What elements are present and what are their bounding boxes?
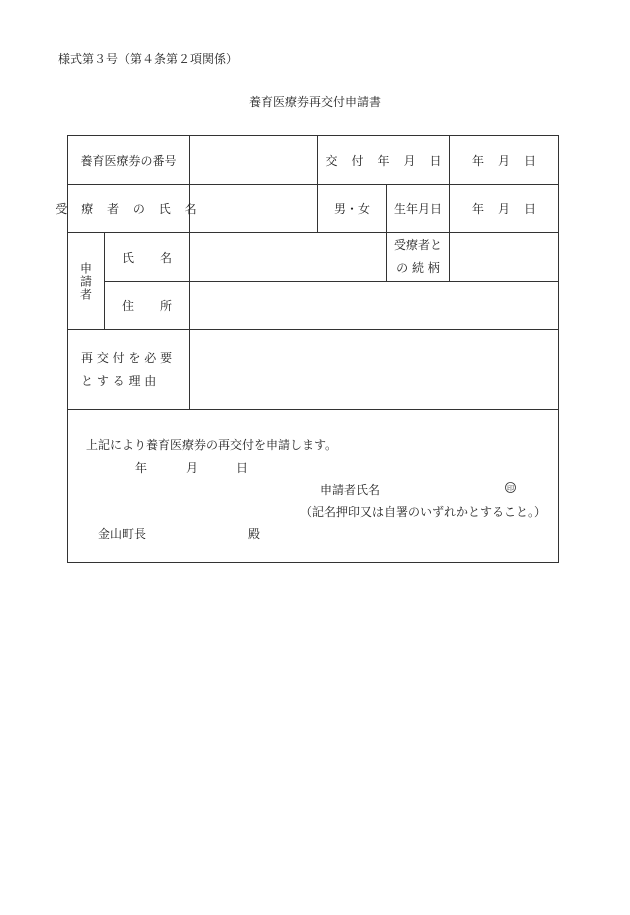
form-number: 様式第３号（第４条第２項関係） — [58, 52, 239, 66]
application-date-year[interactable]: 年 — [135, 461, 148, 475]
declaration-statement: 上記により養育医療券の再交付を申請します。 — [86, 438, 338, 452]
applicant-address-field[interactable] — [190, 282, 558, 329]
issue-date-label: 交 付 年 月 日 — [325, 153, 442, 168]
issue-date-field[interactable]: 年 月 日 — [471, 153, 537, 168]
application-date-month[interactable]: 月 — [186, 461, 199, 475]
reissue-reason-label: 再 交 付 を 必 要 と す る 理 由 — [81, 350, 173, 388]
row-divider — [68, 409, 558, 410]
patient-name-label: 受 療 者 の 氏 名 — [55, 202, 202, 216]
birth-date-field[interactable]: 年 月 日 — [471, 202, 537, 216]
application-date-day[interactable]: 日 — [236, 461, 249, 475]
applicant-name-label: 氏 名 — [121, 250, 173, 265]
relationship-label: 受療者と の 続 柄 — [393, 238, 442, 275]
applicant-group-label: 申請者 — [78, 261, 93, 301]
card-number-field[interactable] — [190, 136, 317, 184]
birth-date-label: 生年月日 — [393, 202, 442, 216]
application-form-table — [55, 135, 559, 563]
relationship-field[interactable] — [450, 233, 558, 281]
applicant-signature-label: 申請者氏名 — [320, 483, 381, 497]
card-number-label: 養育医療券の番号 — [80, 153, 177, 168]
sex-selector[interactable]: 男・女 — [333, 202, 370, 216]
addressee: 金山町長 — [98, 527, 147, 541]
seal-icon — [505, 482, 516, 493]
applicant-name-field[interactable] — [190, 233, 386, 281]
reissue-reason-field[interactable] — [190, 330, 558, 409]
honorific: 殿 — [248, 527, 261, 541]
applicant-address-label: 住 所 — [121, 299, 173, 313]
svg-text:印: 印 — [507, 484, 514, 493]
document-title: 養育医療券再交付申請書 — [248, 95, 381, 109]
patient-name-field[interactable] — [190, 185, 317, 232]
signature-note: （記名押印又は自署のいずれかとすること。） — [300, 505, 547, 519]
